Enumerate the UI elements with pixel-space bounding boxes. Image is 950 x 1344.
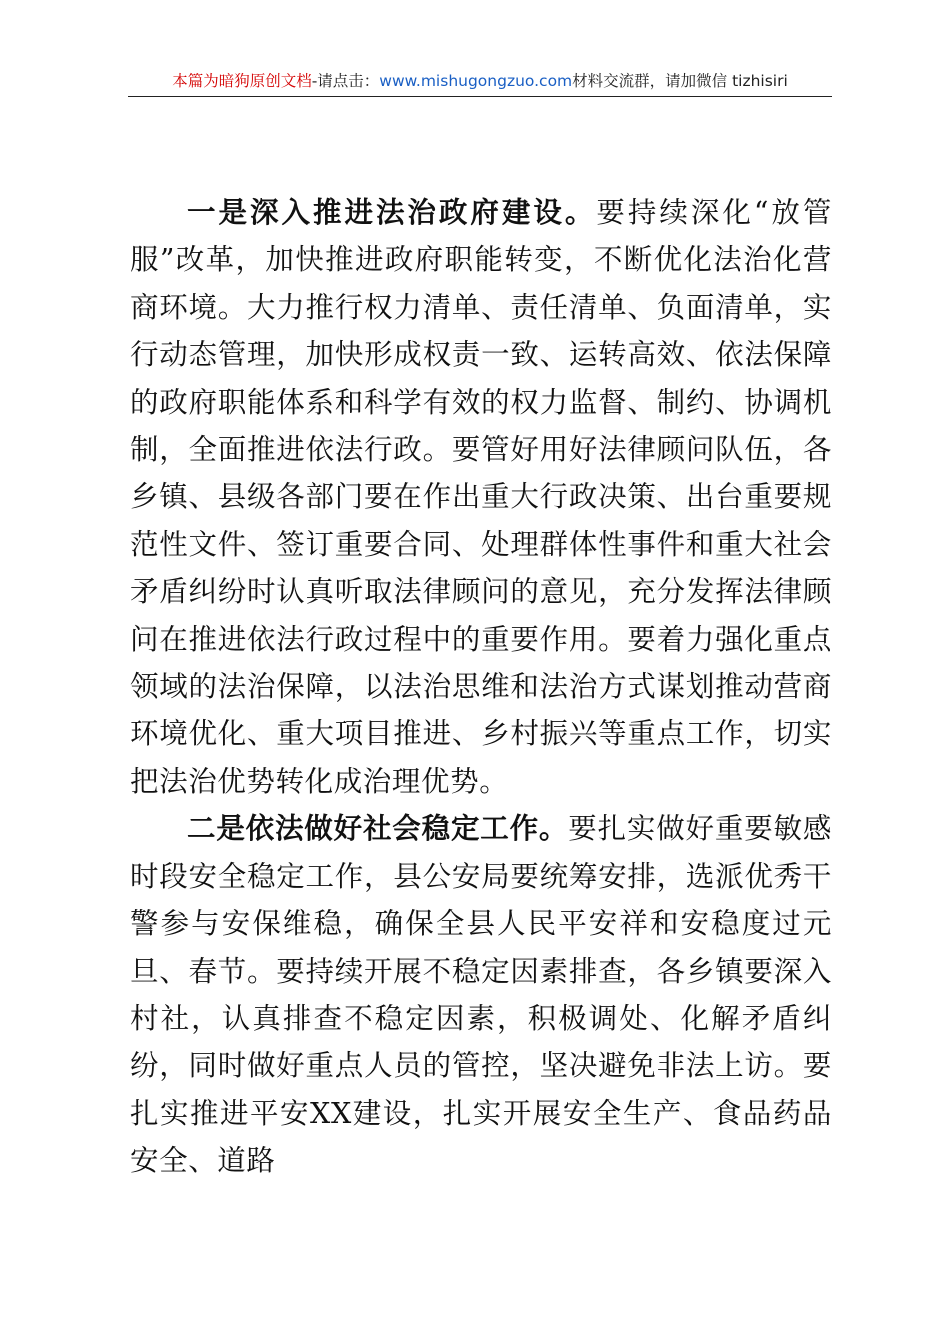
- document-body: [130, 189, 832, 1185]
- header-prompt: -请点击：: [311, 72, 380, 90]
- paragraph-2: [130, 805, 832, 1184]
- page-header: [128, 66, 832, 96]
- header-divider: [128, 96, 832, 97]
- header-url-link[interactable]: www.mishugongzuo.com: [379, 72, 573, 90]
- paragraph-1: [130, 189, 832, 805]
- paragraph-1-lead: 一是深入推进法治政府建设。: [187, 196, 597, 229]
- header-brand: 本篇为暗狗原创文档: [172, 72, 312, 90]
- paragraph-1-text: 要持续深化“放管服”改革，加快推进政府职能转变，不断优化法治化营商环境。大力推行权力清单、责任清单、负面清单，实行动态管理，加快形成权责一致、运转高效、依法保障的政府职能体系和科学有效的权力监督、制约、协调机制，全面推进依法行政。要管好用好法律顾问队伍，各乡镇、县级各部门要在作出重大行政决策、出台重要规范性文件、签订重要合同、处理群体性事件和重大社会矛盾纠纷时认真听取法律顾问的意见，充分发挥法律顾问在推进依法行政过程中的重要作用。要着力强化重点领域的法治保障，以法治思维和法治方式谋划推动营商环境优化、重大项目推进、乡村振兴等重点工作，切实把法治优势转化成治理优势。: [130, 196, 832, 798]
- paragraph-2-lead: 二是依法做好社会稳定工作。: [187, 812, 569, 846]
- header-contact: 材料交流群，请加微信 tizhisiri: [572, 72, 788, 90]
- paragraph-2-text: 要扎实做好重要敏感时段安全稳定工作，县公安局要统筹安排，选派优秀干警参与安保维稳，确保全县人民平安祥和安稳度过元旦、春节。要持续开展不稳定因素排查，各乡镇要深入村社，认真排查不稳定因素，积极调处、化解矛盾纠纷，同时做好重点人员的管控，坚决避免非法上访。要扎实推进平安XX建设，扎实开展安全生产、食品药品安全、道路: [130, 812, 832, 1178]
